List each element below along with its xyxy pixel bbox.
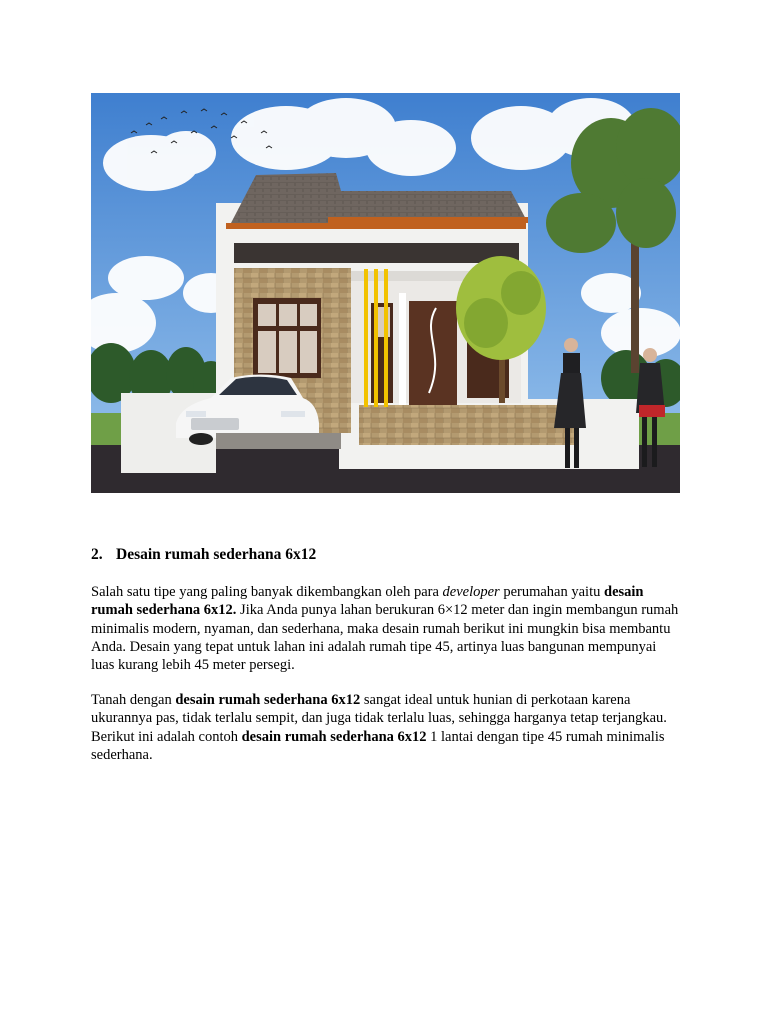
p1-text-3: Jika Anda punya lahan berukuran 6×12 meter dan ingin membangun rumah minimalis modern, nyaman, dan sederhana, maka desain rumah berikut ini mungkin bisa membantu Anda. Desain yang tepat untuk lahan ini adalah rumah tipe 45, artinya luas bangunan mempunyai luas kurang lebih 45 meter persegi. — [91, 602, 679, 674]
p2-text-2: sangat ideal untuk hunian di perkotaan karena ukurannya pas, tidak terlalu sempit, dan juga tidak terlalu luas, sehingga harganya tetap terjangkau. Berikut ini adalah contoh — [91, 692, 667, 745]
p2-text-1: Tanah dengan — [91, 692, 176, 708]
p1-italic-developer: developer — [442, 584, 500, 600]
section-heading — [91, 545, 691, 565]
paragraph-1 — [91, 583, 681, 674]
p2-bold-keyword-1: desain rumah sederhana 6x12 — [175, 692, 361, 708]
p2-text-3: 1 lantai dengan tipe 45 rumah minimalis sederhana. — [91, 728, 665, 763]
p1-text-1: Salah satu tipe yang paling banyak dikembangkan oleh para — [91, 584, 443, 600]
p2-bold-keyword-2: desain rumah sederhana 6x12 — [241, 728, 427, 745]
p1-text-2: perumahan yaitu — [499, 584, 604, 600]
paragraph-2 — [91, 691, 681, 764]
section-title: Desain rumah sederhana 6x12 — [116, 546, 317, 563]
p1-bold-keyword: desain rumah sederhana 6x12. — [91, 584, 644, 619]
section-number: 2. — [91, 546, 103, 563]
house-render-image — [91, 93, 680, 493]
